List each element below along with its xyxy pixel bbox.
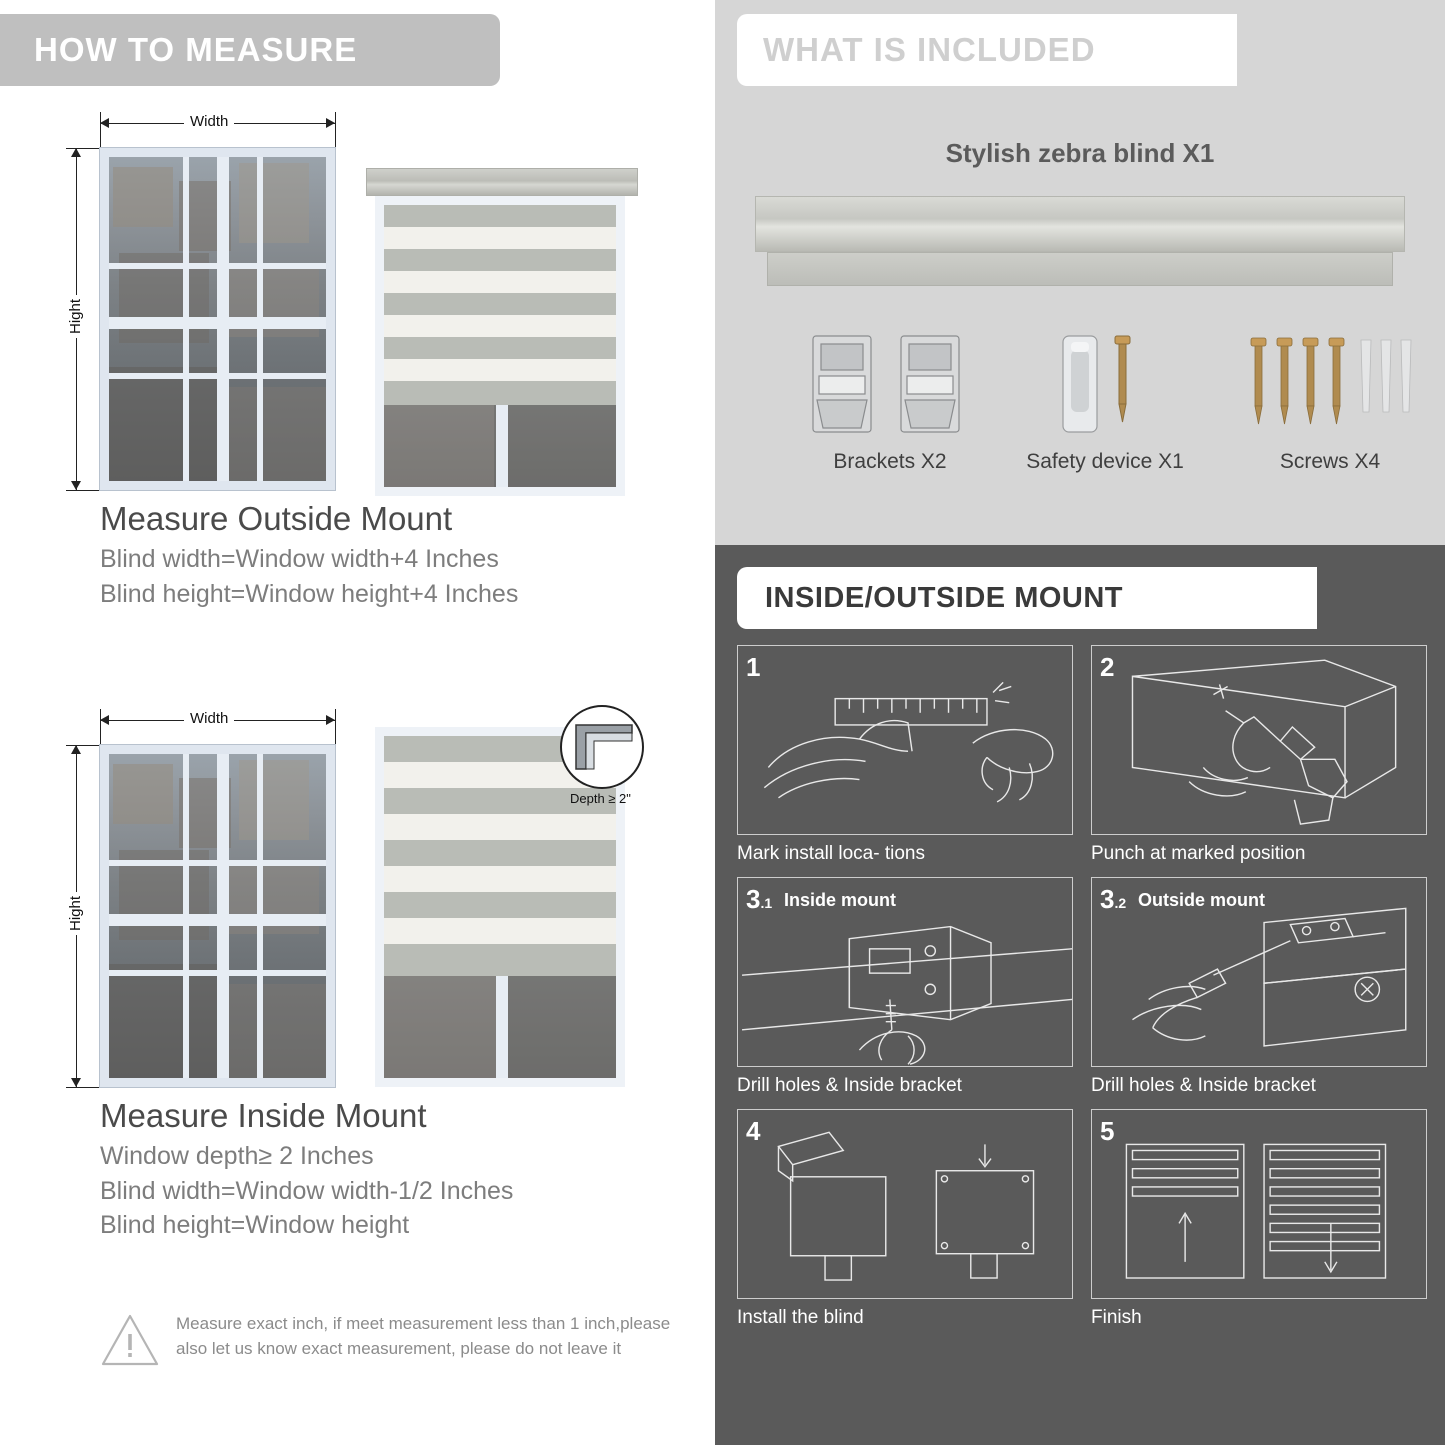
zebra-blind-product-base [767,252,1393,286]
outside-mount-title: Measure Outside Mount [100,500,453,537]
step-1-caption: Mark install loca- tions [737,843,925,864]
warning-triangle-icon [100,1312,160,1368]
how-to-measure-column [0,0,715,1445]
step-2-caption: Punch at marked position [1091,843,1306,864]
inside-width-label: Width [184,710,234,727]
zebra-blind-product-icon [755,196,1405,252]
step-3-1-number: 3.1 [746,884,773,914]
inside-width-tick-right [335,709,336,749]
right-column [715,0,1445,1445]
step-3-2-caption: Drill holes & Inside bracket [1091,1075,1316,1096]
step-5-illustration [1091,1109,1427,1299]
inside-height-tick-bottom [66,1087,110,1088]
how-to-measure-banner [0,14,500,86]
inside-width-arrow-right [326,715,335,725]
warning-text: Measure exact inch, if meet measurement less than 1 inch,please also let us know exact measurement, please do not leave it [176,1314,671,1358]
drill-icon [1092,646,1426,835]
zebra-fabric-outside [384,205,616,405]
outside-width-label: Width [184,113,234,130]
outside-height-tick-bottom [66,490,110,491]
depth-callout-sketch [562,707,644,789]
what-is-included-panel [715,0,1445,545]
inside-outside-mount-title: INSIDE/OUTSIDE MOUNT [765,581,1124,614]
part-label-safety-device: Safety device X1 [1026,450,1184,473]
step-3-1-illustration [737,877,1073,1067]
measure-warning [100,1312,700,1368]
outside-width-tick-left [100,112,101,152]
inside-mount-line-1: Window depth≥ 2 Inches [100,1142,374,1170]
step-4-caption: Install the blind [737,1307,864,1328]
inside-width-tick-left [100,709,101,749]
step-3-2-illustration [1091,877,1427,1067]
inside-outside-mount-banner [737,567,1317,629]
window-glass [109,157,326,481]
outside-height-arrow-down [71,481,81,490]
install-step-5 [1091,1109,1427,1329]
install-steps-grid [737,645,1427,1329]
window-illustration-outside [100,148,335,490]
step-3-2-number: 3.2 [1100,884,1127,914]
inside-height-arrow-up [71,745,81,754]
window-with-blind-outside [375,196,625,496]
outside-width-tick-right [335,112,336,152]
step-1-number: 1 [746,652,761,682]
step-2-illustration [1091,645,1427,835]
outside-mount-diagram [0,100,715,500]
hand-tape-measure-icon [738,646,1072,835]
step-2-number: 2 [1100,652,1115,682]
inside-height-label: Hight [67,892,84,935]
step-5-caption: Finish [1091,1307,1142,1328]
inside-mount-block [0,697,715,1243]
window-illustration-inside [100,745,335,1087]
outside-height-arrow-up [71,148,81,157]
included-main-item-label: Stylish zebra blind X1 [945,138,1215,168]
step-4-number: 4 [746,1116,761,1146]
outside-mount-line-2: Blind height=Window height+4 Inches [100,579,519,608]
depth-callout-circle [560,705,644,789]
inside-mount-diagram [0,697,715,1097]
inside-outside-mount-panel [715,545,1445,1445]
what-is-included-banner [737,14,1237,86]
inside-mount-title: Measure Inside Mount [100,1097,427,1134]
part-label-brackets: Brackets X2 [833,450,947,473]
outside-height-label: Hight [67,295,84,338]
step-4-illustration [737,1109,1073,1299]
step-3-1-subtitle: Inside mount [784,890,896,910]
finished-blind-icon [1092,1110,1426,1299]
install-blind-icon [738,1110,1072,1299]
inside-mount-line-2: Blind width=Window width-1/2 Inches [100,1176,514,1205]
inside-width-arrow-left [100,715,109,725]
step-5-number: 5 [1100,1116,1115,1146]
outside-width-arrow-left [100,118,109,128]
depth-label: Depth ≥ 2" [570,791,631,806]
bracket-icon [805,330,975,440]
what-is-included-title: WHAT IS INCLUDED [763,31,1096,68]
inside-height-arrow-down [71,1078,81,1087]
outside-width-arrow-right [326,118,335,128]
outside-mount-block [0,100,715,611]
window-glass-inside [109,754,326,1078]
how-to-measure-title: HOW TO MEASURE [34,31,358,68]
step-1-illustration [737,645,1073,835]
screws-icon [1245,330,1415,440]
step-3-1-caption: Drill holes & Inside bracket [737,1075,962,1096]
inside-mount-line-3: Blind height=Window height [100,1211,410,1239]
included-parts-row [715,330,1445,473]
step-3-2-subtitle: Outside mount [1138,890,1265,910]
install-step-3-1 [737,877,1073,1097]
install-step-1 [737,645,1073,865]
part-label-screws: Screws X4 [1279,450,1381,473]
outside-mount-line-1: Blind width=Window width+4 Inches [100,545,499,573]
safety-device-icon [1045,330,1165,440]
install-step-4 [737,1109,1073,1329]
install-step-2 [1091,645,1427,865]
blind-headrail-outside [366,168,638,196]
install-step-3-2 [1091,877,1427,1097]
